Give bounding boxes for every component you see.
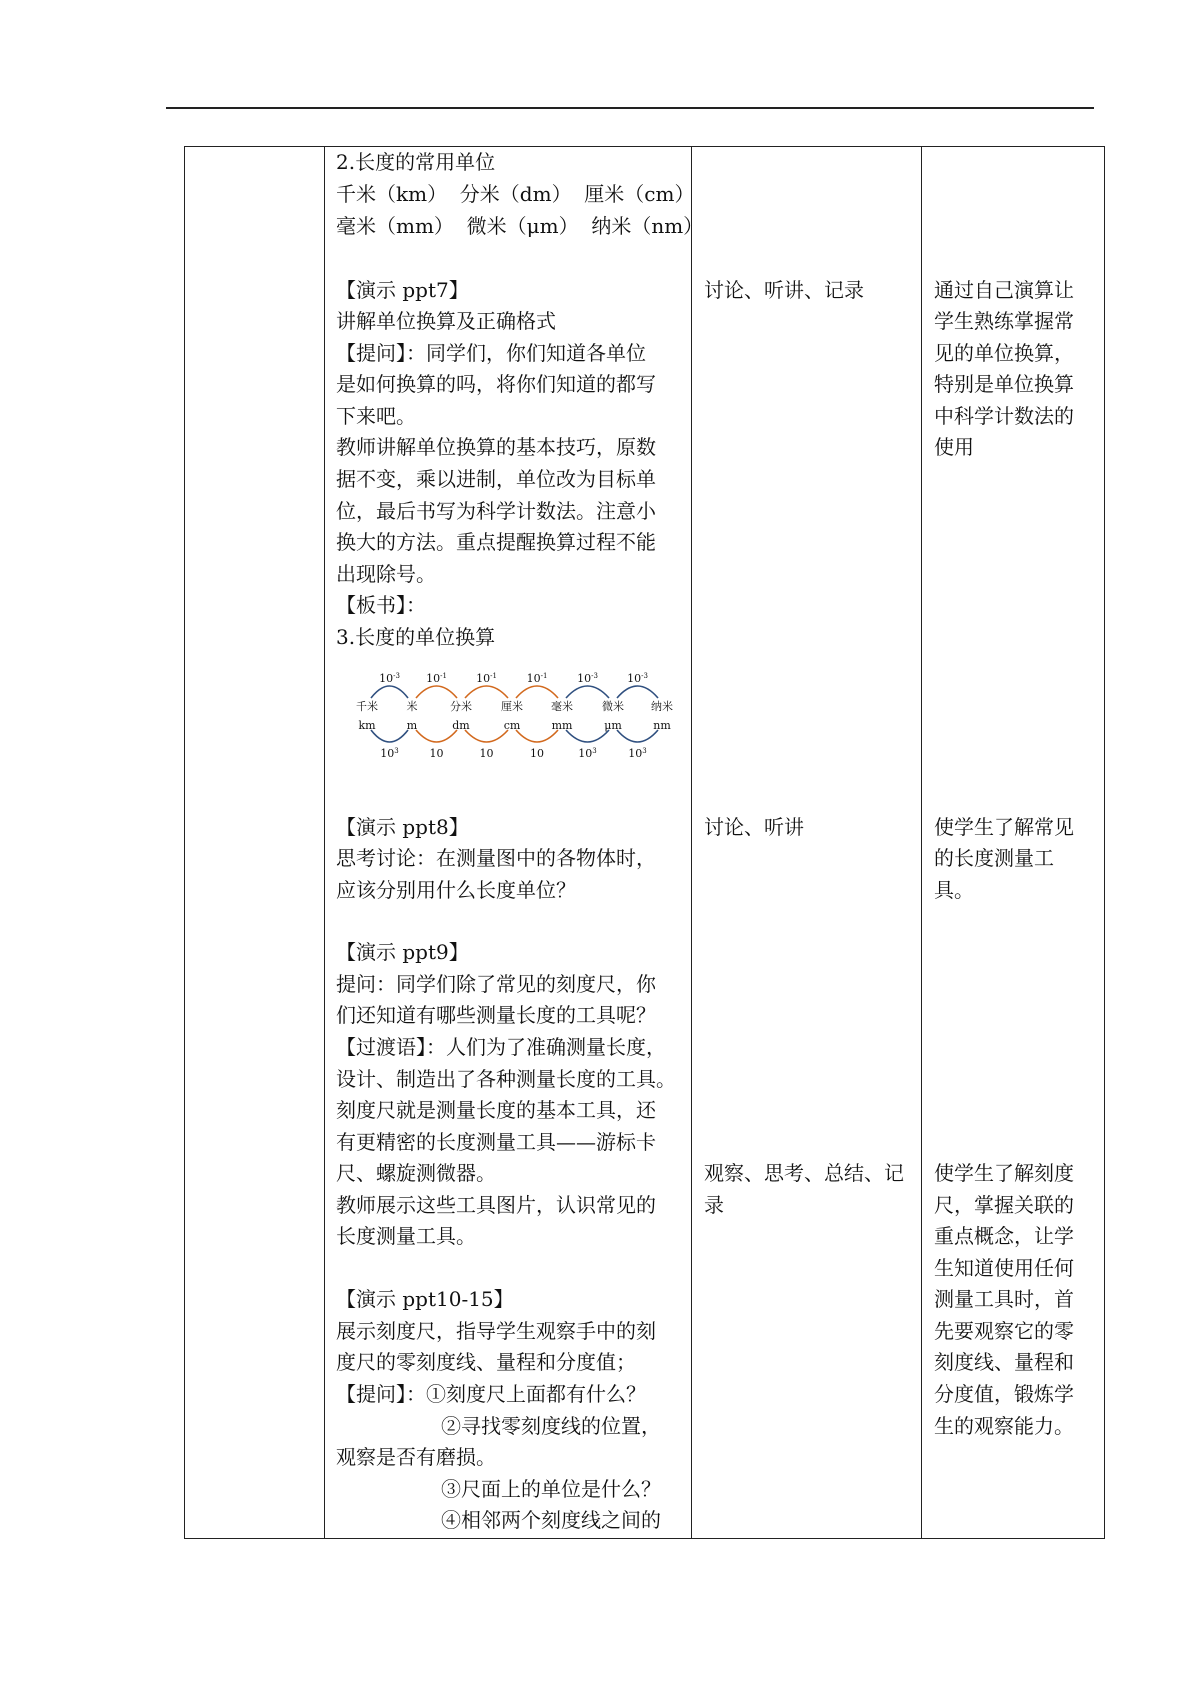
intent-line: 通过自己演算让 <box>934 278 1074 302</box>
header-rule <box>166 107 1094 109</box>
unit-label-en: km <box>358 719 376 732</box>
text-line: 度尺的零刻度线、量程和分度值； <box>336 1350 636 1374</box>
demo-ppt8: 【演示 ppt8】 <box>336 815 469 839</box>
text-line: 下来吧。 <box>336 404 416 428</box>
text-line: 位，最后书写为科学计数法。注意小 <box>336 499 656 523</box>
intent-line: 分度值，锻炼学 <box>934 1382 1074 1406</box>
text-line: 【板书】： <box>336 593 426 617</box>
unit-label-cn: 毫米 <box>551 700 573 713</box>
intent-line: 具。 <box>934 878 974 902</box>
demo-ppt7: 【演示 ppt7】 <box>336 278 469 302</box>
text-line: 讲解单位换算及正确格式 <box>336 309 556 333</box>
unit-conversion-diagram <box>352 672 682 762</box>
intent-line: 使学生了解刻度 <box>934 1161 1074 1185</box>
conversion-arc-bottom <box>617 730 658 742</box>
text-line: 换大的方法。重点提醒换算过程不能 <box>336 530 656 554</box>
intent-line: 尺，掌握关联的 <box>934 1193 1074 1217</box>
text-line: ③尺面上的单位是什么？ <box>441 1477 661 1501</box>
text-line: 出现除号。 <box>336 562 436 586</box>
unit-label-en: μm <box>604 719 622 732</box>
conversion-factor-top: $10^{-3}$ <box>379 672 400 685</box>
text-line: 教师讲解单位换算的基本技巧，原数 <box>336 435 656 459</box>
intent-line: 测量工具时，首 <box>934 1287 1074 1311</box>
intent-line: 先要观察它的零 <box>934 1319 1074 1343</box>
conversion-factor-bottom: $10^3$ <box>578 747 597 760</box>
student-activity-3: 观察、思考、总结、记 <box>704 1161 904 1185</box>
conversion-arc-top <box>416 686 457 698</box>
column-student-activity <box>692 147 922 1539</box>
unit-label-en: mm <box>551 719 573 732</box>
intent-line: 中科学计数法的 <box>934 404 1074 428</box>
text-line: 【提问】：①刻度尺上面都有什么？ <box>336 1382 646 1406</box>
text-line: 尺、螺旋测微器。 <box>336 1161 496 1185</box>
units-row-2: 毫米（mm） 微米（μm） 纳米（nm） <box>336 214 704 238</box>
intent-line: 使学生了解常见 <box>934 815 1074 839</box>
conversion-arc-top <box>617 686 658 698</box>
conversion-arc-top <box>371 686 408 698</box>
unit-label-cn: 分米 <box>450 700 472 713</box>
conversion-factor-bottom: 10 <box>429 747 444 760</box>
conversion-factor-top: $10^{-3}$ <box>577 672 598 685</box>
intent-line: 使用 <box>934 435 974 459</box>
column-empty <box>185 147 325 1539</box>
unit-label-cn: 微米 <box>602 700 624 713</box>
conversion-factor-bottom: $10^3$ <box>628 747 647 760</box>
conversion-arc-top <box>465 686 508 698</box>
unit-label-cn: 纳米 <box>651 700 673 713</box>
conversion-factor-top: $10^{-3}$ <box>627 672 648 685</box>
text-line: 观察是否有磨损。 <box>336 1445 496 1469</box>
text-line: 设计、制造出了各种测量长度的工具。 <box>336 1067 676 1091</box>
student-activity-1: 讨论、听讲、记录 <box>704 278 864 302</box>
conversion-factor-top: $10^{-1}$ <box>476 672 497 685</box>
conversion-arc-bottom <box>371 730 408 742</box>
unit-label-cn: 千米 <box>356 700 378 713</box>
intent-line: 学生熟练掌握常 <box>934 309 1074 333</box>
conversion-arc-bottom <box>416 730 457 742</box>
unit-label-en: dm <box>452 719 470 732</box>
demo-ppt9: 【演示 ppt9】 <box>336 940 469 964</box>
text-line: 【提问】：同学们，你们知道各单位 <box>336 341 646 365</box>
text-line: 应该分别用什么长度单位？ <box>336 878 576 902</box>
text-line: 们还知道有哪些测量长度的工具呢？ <box>336 1003 656 1027</box>
student-activity-2: 讨论、听讲 <box>704 815 804 839</box>
intent-line: 生知道使用任何 <box>934 1256 1074 1280</box>
text-line: 据不变，乘以进制，单位改为目标单 <box>336 467 656 491</box>
intent-line: 特别是单位换算 <box>934 372 1074 396</box>
student-activity-3-cont: 录 <box>704 1193 724 1217</box>
conversion-factor-top: $10^{-1}$ <box>426 672 447 685</box>
intent-line: 生的观察能力。 <box>934 1414 1074 1438</box>
text-line: ②寻找零刻度线的位置， <box>441 1414 661 1438</box>
unit-label-cn: 米 <box>406 700 418 713</box>
section-title-conversion: 3.长度的单位换算 <box>336 625 496 649</box>
conversion-factor-bottom: 10 <box>530 747 544 760</box>
conversion-factor-bottom: 10 <box>479 747 494 760</box>
text-line: 长度测量工具。 <box>336 1224 476 1248</box>
text-line: 是如何换算的吗，将你们知道的都写 <box>336 372 656 396</box>
unit-label-en: nm <box>653 719 671 732</box>
intent-line: 重点概念，让学 <box>934 1224 1074 1248</box>
conversion-factor-top: $10^{-1}$ <box>526 672 548 685</box>
text-line: 展示刻度尺，指导学生观察手中的刻 <box>336 1319 656 1343</box>
conversion-arc-bottom <box>465 730 508 742</box>
text-line: 【过渡语】：人们为了准确测量长度， <box>336 1035 666 1059</box>
text-line: 教师展示这些工具图片，认识常见的 <box>336 1193 656 1217</box>
intent-line: 刻度线、量程和 <box>934 1350 1074 1374</box>
unit-label-cn: 厘米 <box>501 700 523 713</box>
section-title-units: 2.长度的常用单位 <box>336 150 496 174</box>
intent-line: 见的单位换算， <box>934 341 1074 365</box>
demo-ppt10-15: 【演示 ppt10-15】 <box>336 1287 514 1311</box>
conversion-factor-bottom: $10^3$ <box>380 747 399 760</box>
conversion-arc-bottom <box>566 730 609 742</box>
text-line: 思考讨论：在测量图中的各物体时， <box>336 846 656 870</box>
text-line: ④相邻两个刻度线之间的 <box>441 1508 661 1532</box>
text-line: 刻度尺就是测量长度的基本工具，还 <box>336 1098 656 1122</box>
unit-label-en: m <box>406 719 418 732</box>
conversion-arc-top <box>566 686 609 698</box>
units-row-1: 千米（km） 分米（dm） 厘米（cm） <box>336 182 695 206</box>
text-line: 提问：同学们除了常见的刻度尺，你 <box>336 972 656 996</box>
intent-line: 的长度测量工 <box>934 846 1054 870</box>
conversion-arc-top <box>516 686 558 698</box>
text-line: 有更精密的长度测量工具——游标卡 <box>336 1130 656 1154</box>
unit-label-en: cm <box>503 719 521 732</box>
